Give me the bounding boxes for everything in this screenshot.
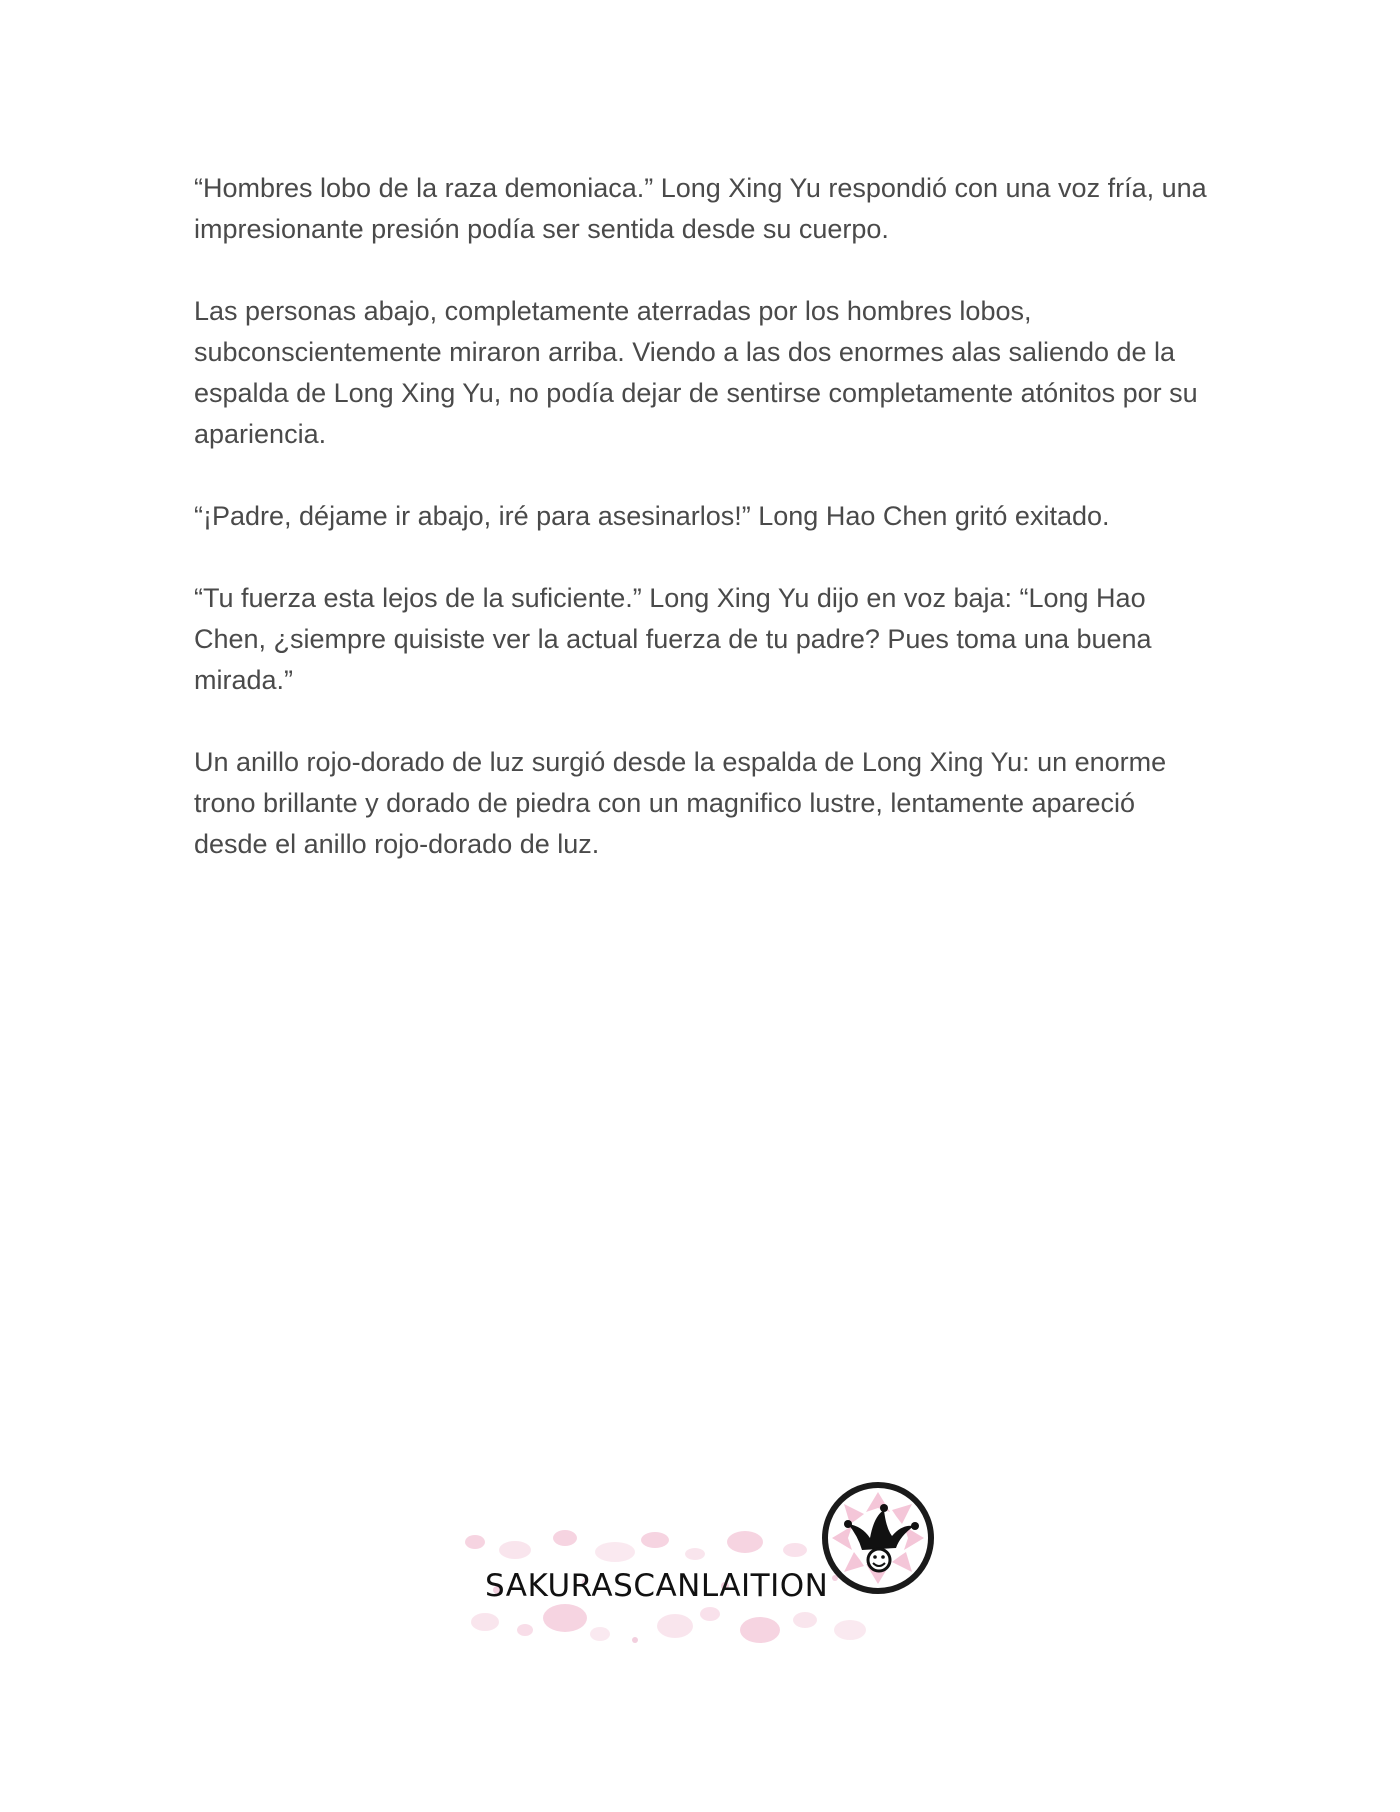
paragraph-4: “Tu fuerza esta lejos de la suficiente.” Long Xing Yu dijo en voz baja: “Long Hao Chen, ¿siempre quisiste ver la actual fuerza de tu padre? Pues toma una buena mirada.” <box>194 583 1152 695</box>
text-body <box>194 168 1214 906</box>
jester-hat-icon <box>820 1480 936 1596</box>
paragraph-2: Las personas abajo, completamente aterradas por los hombres lobos, subconscientemente miraron arriba. Viendo a las dos enormes alas saliendo de la espalda de Long Xing Yu, no podía dejar de sentirse completamente atónitos por su apariencia. <box>194 296 1198 449</box>
paragraph-3: “¡Padre, déjame ir abajo, iré para asesinarlos!” Long Hao Chen gritó exitado. <box>194 501 1110 531</box>
paragraph-5: Un anillo rojo-dorado de luz surgió desde la espalda de Long Xing Yu: un enorme trono brillante y dorado de piedra con un magnifico lustre, lentamente apareció desde el anillo rojo-dorado de luz. <box>194 747 1167 859</box>
paragraph-1: “Hombres lobo de la raza demoniaca.” Long Xing Yu respondió con una voz fría, una impresionante presión podía ser sentida desde su cuerpo. <box>194 173 1207 244</box>
scanlation-watermark <box>455 1480 935 1660</box>
watermark-text: SAKURASCANLAITION <box>485 1568 829 1604</box>
